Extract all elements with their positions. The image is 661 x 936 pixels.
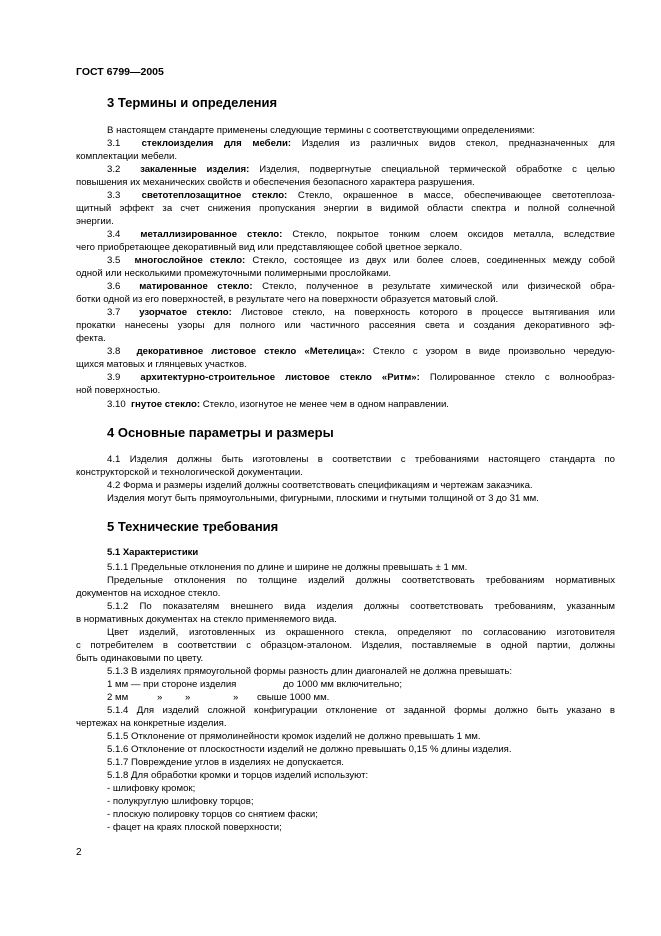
term-3-5-line2: одной или несколькими промежуточными полимерными прослойками. bbox=[76, 268, 392, 279]
section-3-title: 3 Термины и определения bbox=[107, 95, 278, 110]
diagonal-row-2: 2 мм » » » свыше 1000 мм. bbox=[107, 692, 330, 703]
term-3-6-name: матированное стекло: bbox=[139, 281, 253, 292]
term-3-1-line2: комплектации мебели. bbox=[76, 151, 178, 162]
subsection-5-1-title: 5.1 Характеристики bbox=[107, 547, 199, 558]
para-5-1-2-line1: 5.1.2 По показателям внешнего вида изделия должны соответствовать требованиям, указанным bbox=[107, 601, 615, 612]
term-3-3-line3: энергии. bbox=[76, 216, 114, 227]
term-3-7-line2: прокатки нанесены узоры для полного или частичного рассеяния света и создания декоративного эф- bbox=[76, 320, 615, 331]
section-5-title: 5 Технические требования bbox=[107, 519, 279, 534]
term-3-6-line1: 3.6 матированное стекло: Стекло, полученное в результате химической или физической обра- bbox=[107, 281, 615, 292]
term-3-2-line2: повышения их механических свойств и обеспечения безопасного характера разрушения. bbox=[76, 177, 475, 188]
para-5-1-2c-line2: с потребителем в соответствии с образцом-эталоном. Изделия, поставляемые в одной партии, должны bbox=[76, 640, 615, 651]
para-5-1-3: 5.1.3 В изделиях прямоугольной формы разность длин диагоналей не должна превышать: bbox=[107, 666, 513, 677]
para-5-1-2-line2: в нормативных документах на стекло применяемого вида. bbox=[76, 614, 337, 625]
section-4-title: 4 Основные параметры и размеры bbox=[107, 425, 334, 440]
para-5-1-7: 5.1.7 Повреждение углов в изделиях не допускается. bbox=[107, 757, 344, 768]
term-3-8-name: декоративное листовое стекло «Метелица»: bbox=[136, 346, 365, 357]
para-5-1-5: 5.1.5 Отклонение от прямолинейности кромок изделий не должно превышать 1 мм. bbox=[107, 731, 481, 742]
term-3-3-line1: 3.3 светотеплозащитное стекло: Стекло, окрашенное в массе, обеспечивающее светотеплоза- bbox=[107, 190, 615, 201]
term-3-9-name: архитектурно-строительное листовое стекло «Ритм»: bbox=[140, 372, 420, 383]
term-3-9-line1: 3.9 архитектурно-строительное листовое стекло «Ритм»: Полированное стекло с волнообраз- bbox=[107, 372, 616, 383]
para-5-1-2c-line1: Цвет изделий, изготовленных из окрашенного стекла, определяют по согласованию изготовителя bbox=[107, 627, 615, 638]
para-5-1-4-line2: чертежах на конкретные изделия. bbox=[76, 718, 227, 729]
term-3-3-line2: щитный эффект за счет снижения пропускания энергии в видимой области спектра и полной солнечной bbox=[76, 203, 615, 214]
list-item: - плоскую полировку торцов со снятием фаски; bbox=[107, 809, 318, 820]
term-3-4-line1: 3.4 металлизированное стекло: Стекло, покрытое тонким слоем оксидов металла, вследствие bbox=[107, 229, 615, 240]
term-3-7-line3: фекта. bbox=[76, 333, 106, 344]
para-5-1-1: 5.1.1 Предельные отклонения по длине и ширине не должны превышать ± 1 мм. bbox=[107, 562, 468, 573]
diagonal-row-1: 1 мм — при стороне изделия до 1000 мм включительно; bbox=[107, 679, 403, 690]
para-5-1-1b-line1: Предельные отклонения по толщине изделий должны соответствовать требованиям нормативных bbox=[107, 575, 615, 586]
para-5-1-2c-line3: быть одинаковыми по цвету. bbox=[76, 653, 204, 664]
para-5-1-1b-line2: документов на исходное стекло. bbox=[76, 588, 221, 599]
term-3-9-line2: ной поверхностью. bbox=[76, 385, 161, 396]
term-3-3-name: светотеплозащитное стекло: bbox=[141, 190, 288, 201]
list-item: - шлифовку кромок; bbox=[107, 783, 196, 794]
term-3-1-name: стеклоизделия для мебели: bbox=[141, 138, 292, 149]
term-3-4-name: металлизированное стекло: bbox=[140, 229, 283, 240]
term-3-7-name: узорчатое стекло: bbox=[139, 307, 232, 318]
term-3-10: 3.10 гнутое стекло: Стекло, изогнутое не менее чем в одном направлении. bbox=[107, 399, 449, 410]
term-3-8-line1: 3.8 декоративное листовое стекло «Метелица»: Стекло с узором в виде произвольно чередую- bbox=[107, 346, 615, 357]
para-4-1-line1: 4.1 Изделия должны быть изготовлены в соответствии с требованиями настоящего стандарта по bbox=[107, 454, 615, 465]
term-3-6-line2: ботки одной из его поверхностей, в результате чего на поверхности образуется матовый слой. bbox=[76, 294, 499, 305]
list-item: - фацет на краях плоской поверхности; bbox=[107, 822, 282, 833]
list-item: - полукруглую шлифовку торцов; bbox=[107, 796, 254, 807]
para-5-1-6: 5.1.6 Отклонение от плоскостности изделий не должно превышать 0,15 % длины изделия. bbox=[107, 744, 512, 755]
para-4-2: 4.2 Форма и размеры изделий должны соответствовать спецификациям и чертежам заказчика. bbox=[107, 480, 533, 491]
document-header: ГОСТ 6799—2005 bbox=[76, 66, 164, 78]
term-3-7-line1: 3.7 узорчатое стекло: Листовое стекло, на поверхность которого в процессе вытягивания или bbox=[107, 307, 615, 318]
section-3-intro: В настоящем стандарте применены следующие термины с соответствующими определениями: bbox=[107, 125, 535, 136]
para-5-1-4-line1: 5.1.4 Для изделий сложной конфигурации отклонение от заданной формы должно быть указано в bbox=[107, 705, 615, 716]
para-5-1-8: 5.1.8 Для обработки кромки и торцов изделий используют: bbox=[107, 770, 369, 781]
term-3-4-line2: чего приобретающее декоративный вид или представляющее собой цветное зеркало. bbox=[76, 242, 463, 253]
para-4-1-line2: конструкторской и технологической документации. bbox=[76, 467, 303, 478]
term-3-1-line1: 3.1 стеклоизделия для мебели: Изделия из различных видов стекол, предназначенных для bbox=[107, 138, 615, 149]
para-4-3: Изделия могут быть прямоугольными, фигурными, плоскими и гнутыми толщиной от 3 до 31 мм. bbox=[107, 493, 539, 504]
term-3-2-name: закаленные изделия: bbox=[140, 164, 250, 175]
term-3-8-line2: щихся матовых и глянцевых участков. bbox=[76, 359, 247, 370]
term-3-10-name: гнутое стекло: bbox=[131, 399, 201, 410]
term-3-5-name: многослойное стекло: bbox=[134, 255, 246, 266]
page-number: 2 bbox=[76, 847, 82, 858]
term-3-2-line1: 3.2 закаленные изделия: Изделия, подвергнутые специальной термической обработке с целью bbox=[107, 164, 615, 175]
term-3-5-line1: 3.5 многослойное стекло: Стекло, состоящее из двух или более слоев, соединенных между собой bbox=[107, 255, 615, 266]
